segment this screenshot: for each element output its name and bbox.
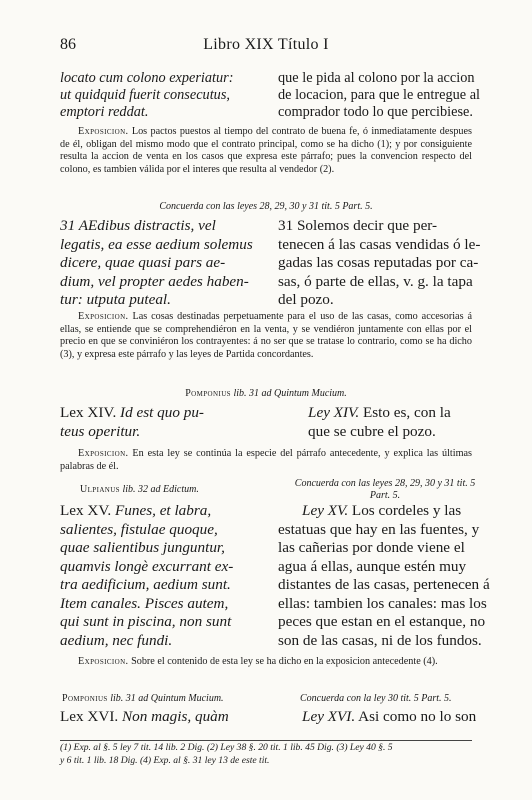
footnote-line: y 6 tit. 1 lib. 18 Dig. (4) Exp. al §. 31 ley 13 de este tit. <box>60 754 270 766</box>
spanish-line: del pozo. <box>278 291 334 308</box>
ley-number: Ley XIV. <box>308 404 360 421</box>
ley-number: Ley XV. <box>302 502 349 519</box>
exposicion-text: Sobre el contenido de esta ley se ha dicho en la exposicion antecedente (4). <box>131 656 438 667</box>
spanish-line: 31 Solemos decir que per- <box>278 217 438 234</box>
latin-line: 31 AEdibus distractis, vel <box>60 217 216 234</box>
page-number: 86 <box>60 36 76 53</box>
source-attribution-14: Pomponius lib. 31 ad Quintum Mucium. <box>185 388 347 399</box>
latin-line: legatis, ea esse aedium solemus <box>60 235 253 253</box>
exposicion-note-2 <box>60 311 472 361</box>
exposicion-text: Los pactos puestos al tiempo del contrato de buena fe, ó inmediatamente despues de él, obligan del mismo modo que el contrato principal, como se ha dicho (1); y por consiguiente resulta la accion de venta en los casos que expresa este párrafo; pues la convencion respecto del colono, es tambien válida por el interes que resulta al vendedor (2). <box>60 126 473 175</box>
exposicion-note-4 <box>60 656 472 669</box>
lex-number: Lex XIV. <box>60 404 117 421</box>
spanish-text-ley-15: Ley XV. Los cordeles y las estatuas que hay en las fuentes, y las cañerias por donde viene el agua á ellas, aunque estén muy distantes de las casas, pertenecen á ellas: tambien los canales: mas los peces que estan en el estanque, no son de las casas, ni de los fundos. <box>278 502 490 649</box>
latin-line: dicere, quae quasi pars ae- <box>60 254 226 271</box>
latin-text-block-1 <box>60 70 270 121</box>
lex-number: Lex XVI. <box>60 708 119 725</box>
spanish-text-ley-16: Ley XVI. Asi como no lo son <box>302 708 477 725</box>
exposicion-label: Exposicion. <box>78 311 129 322</box>
concordance-note-2: Concuerda con las leyes 28, 29, 30 y 31 tit. 5 Part. 5. <box>294 478 476 501</box>
exposicion-label: Exposicion. <box>78 448 129 459</box>
latin-line: ut quidquid fuerit consecutus, <box>60 87 230 103</box>
spanish-text-ley-14: Ley XIV. Esto es, con la que se cubre el pozo. <box>308 404 451 440</box>
exposicion-note-1 <box>60 126 472 176</box>
spanish-line: tenecen á las casas vendidas ó le- <box>278 235 481 253</box>
latin-line: locato cum colono experiatur: <box>60 70 234 86</box>
source-attribution-16: Pomponius lib. 31 ad Quintum Mucium. <box>62 693 224 704</box>
running-head: Libro XIX Título I <box>203 36 329 53</box>
spanish-line: gadas las cosas reputadas por ca- <box>278 254 479 271</box>
exposicion-label: Exposicion. <box>78 656 129 667</box>
exposicion-text: En esta ley se continúa la especie del párrafo antecedente, y explica las últimas palabras de él. <box>60 448 472 472</box>
spanish-text-block-2 <box>278 217 488 310</box>
latin-text-lex-14: Lex XIV. Id est quo pu- teus operitur. <box>60 404 204 440</box>
latin-line: emptori reddat. <box>60 104 149 120</box>
latin-line: tur: utputa puteal. <box>60 291 171 308</box>
latin-line: dium, vel propter aedes haben- <box>60 272 249 290</box>
ley-number: Ley XVI. <box>302 708 356 725</box>
spanish-line: sas, ó parte de ellas, v. g. la tapa <box>278 272 473 290</box>
footnotes <box>60 742 478 767</box>
exposicion-label: Exposicion. <box>78 126 129 137</box>
source-attribution-15: Ulpianus lib. 32 ad Edictum. <box>80 484 199 495</box>
spanish-text-block-1 <box>278 70 488 121</box>
latin-text-block-2 <box>60 217 270 310</box>
spanish-line: que le pida al colono por la accion <box>278 70 475 86</box>
footnote-rule <box>60 740 472 741</box>
concordance-note-3: Concuerda con la ley 30 tit. 5 Part. 5. <box>300 693 452 704</box>
exposicion-text: Las cosas destinadas perpetuamente para el uso de las casas, como accesorias á ellas, se entiende que se comprehendiéron en la venta, y se vendiéron juntamente con ellas por el precio en que se conviniéron los contrayentes: á no ser que se tratase lo contrario, como se ha dicho (3), y expresa este párrafo y las leyes de Partida concordantes. <box>60 311 472 360</box>
footnote-line: (1) Exp. al §. 5 ley 7 tit. 14 lib. 2 Dig. (2) Ley 38 §. 20 tit. 1 lib. 45 Dig. (3) Ley 40 §. 5 <box>60 742 393 753</box>
latin-text-lex-15: Lex XV. Funes, et labra, salientes, fistulae quoque, quae salientibus junguntur, quamvis longè excurrant ex- tra aedificium, aedium sunt. Item canales. Pisces autem, qui sunt in piscina, non sunt aedium, nec fundi. <box>60 502 234 649</box>
spanish-line: de locacion, para que le entregue al <box>278 87 481 103</box>
spanish-line: comprador todo lo que percibiese. <box>278 104 473 120</box>
latin-text-lex-16: Lex XVI. Non magis, quàm <box>60 708 229 725</box>
lex-number: Lex XV. <box>60 502 112 519</box>
exposicion-note-3 <box>60 448 472 473</box>
concordance-note-1: Concuerda con las leyes 28, 29, 30 y 31 tit. 5 Part. 5. <box>159 201 373 212</box>
